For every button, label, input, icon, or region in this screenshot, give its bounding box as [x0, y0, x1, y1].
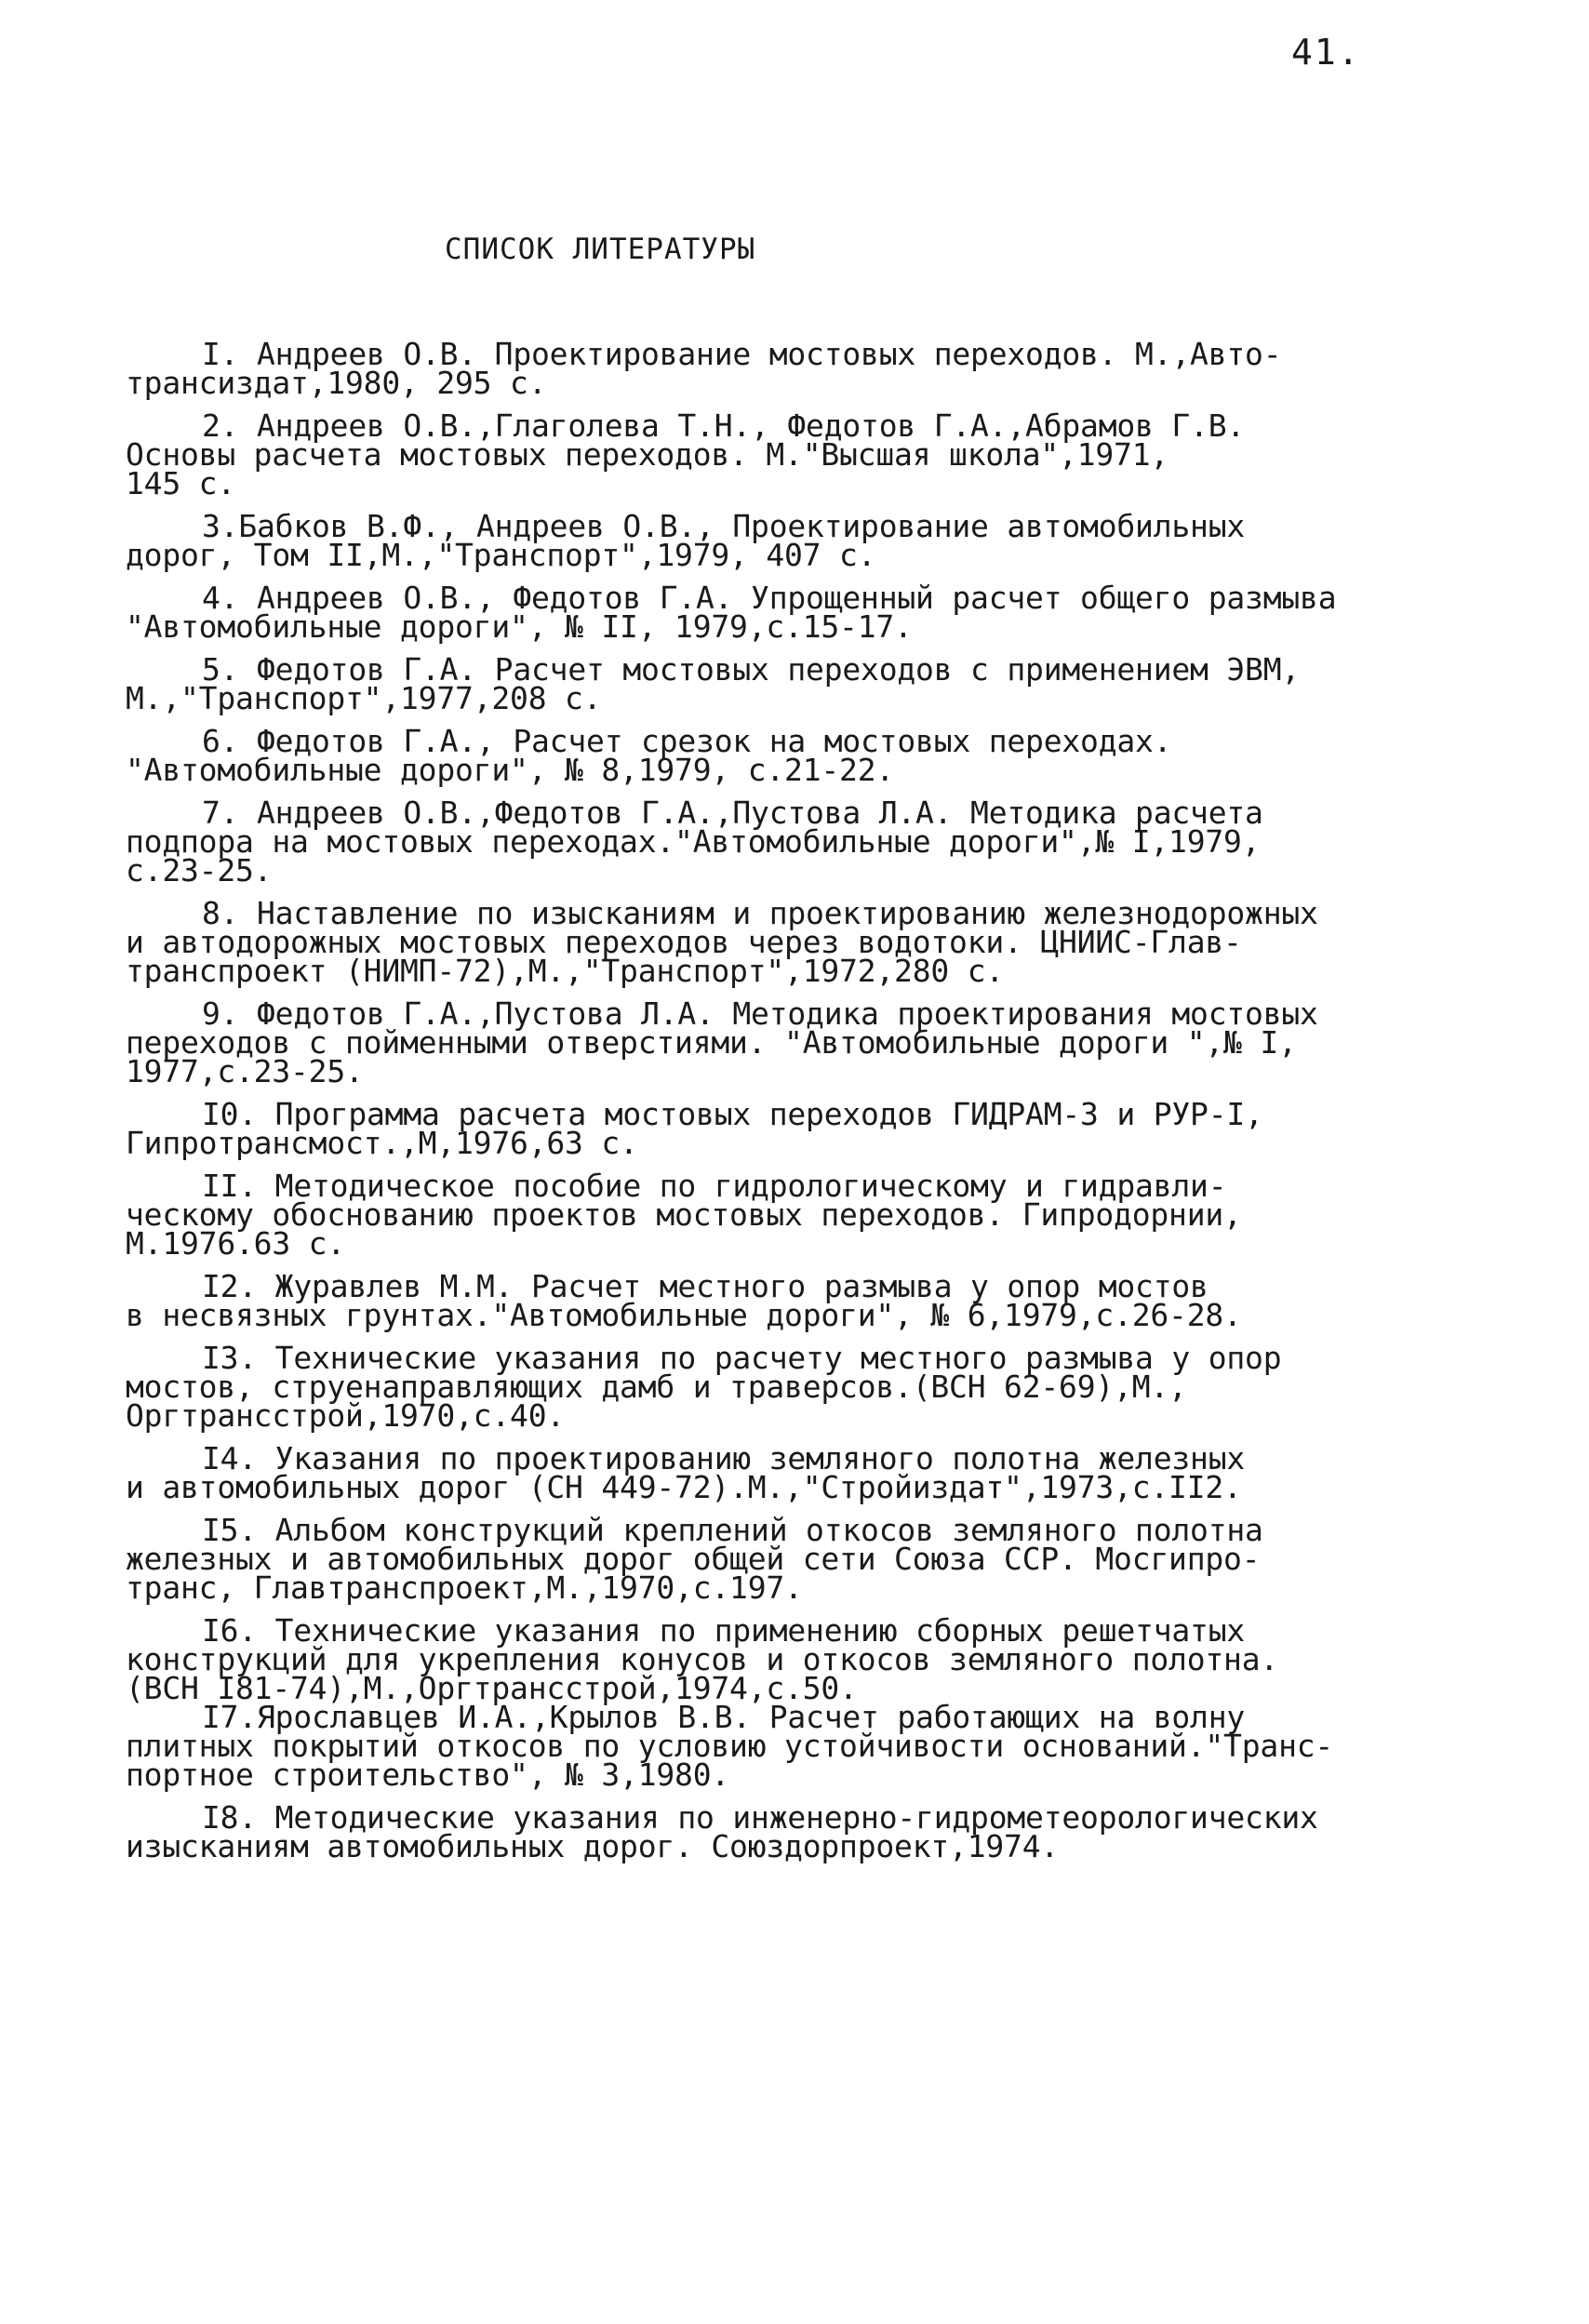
reference-item: [126, 580, 1428, 645]
reference-line: и автомобильных дорог (СН 449-72).М.,"Стройиздат",1973,с.II2.: [126, 1469, 1242, 1505]
reference-line: 5. Федотов Г.А. Расчет мостовых переходов с применением ЭВМ,: [202, 651, 1301, 688]
reference-line: I5. Альбом конструкций креплений откосов земляного полотна: [202, 1512, 1263, 1548]
reference-line: и автодорожных мостовых переходов через водотоки. ЦНИИС-Глав-: [126, 924, 1242, 960]
reference-line: М.,"Транспорт",1977,208 с.: [126, 680, 602, 716]
reference-line: 8. Наставление по изысканиям и проектированию железнодорожных: [202, 895, 1318, 931]
page-number: 41.: [1291, 32, 1361, 73]
reference-line: Гипротрансмост.,М,1976,63 с.: [126, 1125, 638, 1161]
reference-line: дорог, Том II,М.,"Транспорт",1979, 407 с.: [126, 537, 876, 573]
reference-line: 4. Андреев О.В., Федотов Г.А. Упрощенный расчет общего размыва: [202, 580, 1337, 616]
reference-line: 2. Андреев О.В.,Глаголева Т.Н., Федотов Г.А.,Абрамов Г.В.: [202, 407, 1246, 444]
reference-line: I7.Ярославцев И.А.,Крылов В.В. Расчет работающих на волну: [202, 1699, 1246, 1735]
reference-line: плитных покрытий откосов по условию устойчивости оснований."Транс-: [126, 1728, 1334, 1764]
reference-line: "Автомобильные дороги", № 8,1979, с.21-22.: [126, 752, 895, 788]
reference-item: [126, 1168, 1428, 1262]
reference-line: транспроект (НИМП-72),М.,"Транспорт",1972,280 с.: [126, 953, 1005, 989]
reference-line: I8. Методические указания по инженерно-гидрометеорологических: [202, 1799, 1318, 1836]
reference-line: с.23-25.: [126, 852, 273, 888]
page-title: СПИСОК ЛИТЕРАТУРЫ: [445, 233, 756, 266]
reference-line: I4. Указания по проектированию земляного полотна железных: [202, 1440, 1246, 1476]
reference-list: [126, 336, 1428, 1875]
reference-line: подпора на мостовых переходах."Автомобильные дороги",№ I,1979,: [126, 823, 1261, 860]
reference-line: II. Методическое пособие по гидрологическому и гидравли-: [202, 1168, 1227, 1204]
reference-item: [126, 723, 1428, 788]
reference-item: [126, 1340, 1428, 1434]
reference-item: [126, 1440, 1428, 1505]
reference-line: I0. Программа расчета мостовых переходов ГИДРАМ-3 и РУР-I,: [202, 1096, 1263, 1132]
reference-item: [126, 795, 1428, 888]
reference-line: (ВСН I81-74),М.,Оргтрансстрой,1974,с.50.: [126, 1670, 858, 1706]
reference-item: [126, 651, 1428, 716]
reference-item: [126, 1268, 1428, 1333]
reference-line: М.1976.63 с.: [126, 1225, 346, 1262]
reference-line: трансиздат,1980, 295 с.: [126, 365, 547, 401]
reference-line: 3.Бабков В.Ф., Андреев О.В., Проектирование автомобильных: [202, 508, 1246, 544]
reference-item: [126, 1612, 1428, 1793]
reference-item: [126, 508, 1428, 573]
reference-line: "Автомобильные дороги", № II, 1979,с.15-17.: [126, 608, 913, 645]
reference-line: 6. Федотов Г.А., Расчет срезок на мостовых переходах.: [202, 723, 1172, 759]
reference-line: конструкций для укрепления конусов и откосов земляного полотна.: [126, 1641, 1279, 1677]
reference-line: изысканиям автомобильных дорог. Союздорпроект,1974.: [126, 1828, 1060, 1864]
reference-line: мостов, струенаправляющих дамб и траверсов.(ВСН 62-69),М.,: [126, 1369, 1187, 1405]
reference-line: I3. Технические указания по расчету местного размыва у опор: [202, 1340, 1282, 1376]
reference-line: I. Андреев О.В. Проектирование мостовых переходов. М.,Авто-: [202, 336, 1282, 372]
reference-line: транс, Главтранспроект,М.,1970,с.197.: [126, 1569, 803, 1606]
reference-line: железных и автомобильных дорог общей сети Союза ССР. Мосгипро-: [126, 1541, 1261, 1577]
reference-line: I6. Технические указания по применению сборных решетчатых: [202, 1612, 1246, 1649]
reference-item: [126, 995, 1428, 1089]
reference-line: I2. Журавлев М.М. Расчет местного размыва у опор мостов: [202, 1268, 1208, 1304]
reference-line: 7. Андреев О.В.,Федотов Г.А.,Пустова Л.А. Методика расчета: [202, 795, 1263, 831]
reference-item: [126, 1512, 1428, 1606]
reference-line: в несвязных грунтах."Автомобильные дороги", № 6,1979,с.26-28.: [126, 1297, 1242, 1333]
reference-line: 1977,с.23-25.: [126, 1053, 364, 1089]
reference-line: 145 с.: [126, 465, 236, 501]
reference-item: [126, 895, 1428, 989]
reference-line: Оргтрансстрой,1970,с.40.: [126, 1397, 566, 1434]
reference-line: ческому обоснованию проектов мостовых переходов. Гипродорнии,: [126, 1196, 1242, 1233]
reference-line: портное строительство", № 3,1980.: [126, 1756, 730, 1793]
reference-line: переходов с пойменными отверстиями. "Автомобильные дороги ",№ I,: [126, 1024, 1297, 1061]
reference-item: [126, 1096, 1428, 1161]
reference-line: 9. Федотов Г.А.,Пустова Л.А. Методика проектирования мостовых: [202, 995, 1318, 1032]
reference-item: [126, 407, 1428, 501]
reference-line: Основы расчета мостовых переходов. М."Высшая школа",1971,: [126, 436, 1169, 473]
reference-item: [126, 336, 1428, 401]
reference-item: [126, 1799, 1428, 1864]
